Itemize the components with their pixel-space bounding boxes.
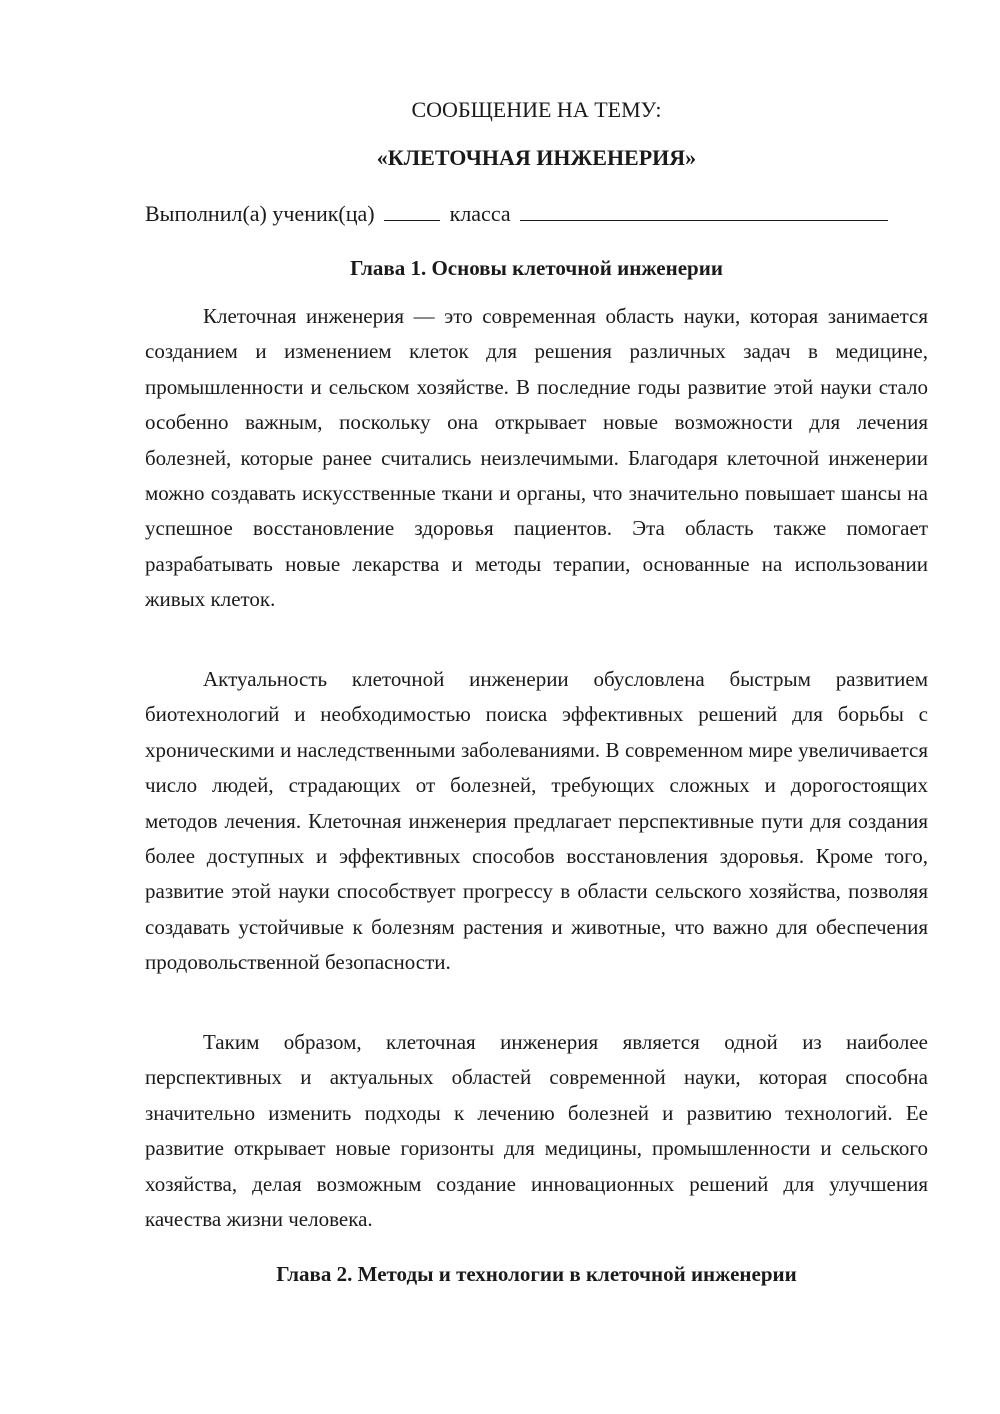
chapter-1-paragraph: Актуальность клеточной инженерии обусловлена быстрым развитием биотехнологий и необходимостью поиска эффективных решений для борьбы с хроническими и наследственными заболеваниями. В современном мире увеличивается число людей, страдающих от болезней, требующих сложных и дорогостоящих методов лечения. Клеточная инженерия предлагает перспективные пути для создания более доступных и эффективных способов восстановления здоровья. Кроме того, развитие этой науки способствует прогрессу в области сельского хозяйства, позволяя создавать устойчивые к болезням растения и животные, что важно для обеспечения продовольственной безопасности. <box>145 667 928 975</box>
chapter-2-heading: Глава 2. Методы и технологии в клеточной инженерии <box>276 1262 797 1286</box>
document-title-line-1: СООБЩЕНИЕ НА ТЕМУ: <box>411 97 662 122</box>
document-title-topic: «КЛЕТОЧНАЯ ИНЖЕНЕРИЯ» <box>376 145 697 170</box>
chapter-1-paragraph: Клеточная инженерия — это современная область науки, которая занимается созданием и изменением клеток для решения различных задач в медицине, промышленности и сельском хозяйстве. В последние годы развитие этой науки стало особенно важным, поскольку она открывает новые возможности для лечения болезней, которые ранее считались неизлечимыми. Благодаря клеточной инженерии можно создавать искусственные ткани и органы, что значительно повышает шансы на успешное восстановление здоровья пациентов. Эта область также помогает разрабатывать новые лекарства и методы терапии, основанные на использовании живых клеток. <box>145 304 928 612</box>
class-label: класса <box>449 201 511 226</box>
chapter-1-heading: Глава 1. Основы клеточной инженерии <box>350 256 723 280</box>
class-number-blank <box>384 198 440 221</box>
author-line <box>145 198 928 228</box>
chapter-1-paragraph: Таким образом, клеточная инженерия является одной из наиболее перспективных и актуальных областей современной науки, которая способна значительно изменить подходы к лечению болезней и развитию технологий. Ее развитие открывает новые горизонты для медицины, промышленности и сельского хозяйства, делая возможным создание инновационных решений для улучшения качества жизни человека. <box>145 1030 928 1232</box>
author-prefix-label: Выполнил(а) ученик(ца) <box>145 201 375 226</box>
student-name-blank <box>520 198 888 221</box>
